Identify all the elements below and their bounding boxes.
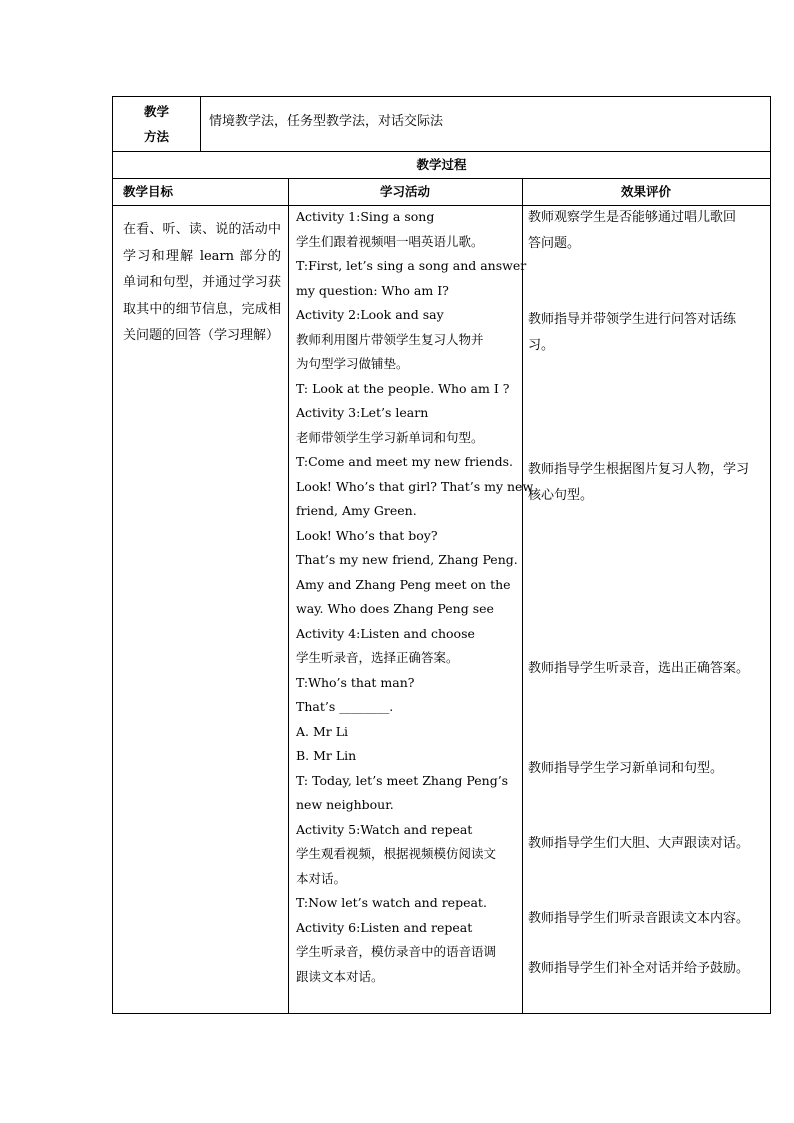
- evaluation-line: 习。: [528, 338, 555, 353]
- method-value: 情境教学法，任务型教学法，对话交际法: [209, 114, 444, 129]
- activity-line: way. Who does Zhang Peng see: [296, 601, 494, 616]
- evaluation-line: 教师观察学生是否能够通过唱儿歌回: [528, 210, 737, 225]
- activity-line: Look! Who’s that boy?: [296, 527, 438, 543]
- evaluation-line: 核心句型。: [528, 488, 594, 503]
- evaluation-line: 教师指导学生学习新单词和句型。: [528, 761, 724, 776]
- activity-line: Activity 6:Listen and repeat: [296, 919, 473, 935]
- evaluation-line: 教师指导学生听录音，选出正确答案。: [528, 661, 750, 676]
- activity-line: 学生听录音，选择正确答案。: [296, 650, 459, 665]
- activity-line: Activity 3:Let’s learn: [296, 405, 429, 420]
- evaluation-item: [528, 205, 768, 257]
- activity-line: That’s my new friend, Zhang Peng.: [296, 552, 518, 567]
- activity-line: T:First, let’s sing a song and answer: [296, 258, 527, 273]
- method-label: [113, 99, 200, 149]
- column-header-evaluation: 效果评价: [620, 184, 671, 199]
- activity-line: 为句型学习做铺垫。: [296, 356, 409, 371]
- activity-line: T:Come and meet my new friends.: [296, 454, 513, 469]
- activity-line: T: Look at the people. Who am I ?: [296, 380, 510, 396]
- activity-line: Activity 2:Look and say: [296, 307, 444, 322]
- method-label-line: 教学: [143, 104, 169, 119]
- activity-line: 跟读文本对话。: [296, 968, 384, 984]
- activity-line: friend, Amy Green.: [296, 503, 417, 518]
- evaluation-line: 教师指导并带领学生进行问答对话练: [528, 312, 737, 327]
- activity-line: 学生们跟着视频唱一唱英语儿歌。: [296, 233, 484, 249]
- activity-line: A. Mr Li: [296, 723, 349, 739]
- evaluation-item: [528, 956, 768, 982]
- column-header-activity: 学习活动: [379, 184, 430, 199]
- activity-line: Activity 4:Listen and choose: [296, 625, 475, 641]
- column-divider: [200, 97, 201, 151]
- activity-line: Activity 5:Watch and repeat: [296, 821, 473, 837]
- evaluation-item: [528, 831, 768, 857]
- activity-line: Activity 1:Sing a song: [296, 209, 435, 224]
- method-label-line: 方法: [143, 129, 169, 144]
- activity-line: Amy and Zhang Peng meet on the: [296, 576, 511, 592]
- activity-line: new neighbour.: [296, 797, 394, 812]
- activity-line: B. Mr Lin: [296, 748, 357, 763]
- column-divider: [288, 178, 289, 1013]
- process-title: 教学过程: [416, 157, 467, 172]
- evaluation-line: 教师指导学生们听录音跟读文本内容。: [528, 911, 750, 926]
- activity-line: 本对话。: [296, 870, 347, 886]
- evaluation-cell: [522, 205, 770, 1013]
- evaluation-item: [528, 656, 768, 682]
- activity-line: 学生听录音，模仿录音中的语音语调: [296, 944, 497, 959]
- activity-line: my question: Who am I?: [296, 282, 449, 298]
- activity-line: T: Today, let’s meet Zhang Peng’s: [296, 772, 509, 788]
- lesson-plan-table: [112, 96, 771, 1014]
- evaluation-line: 答问题。: [528, 236, 581, 251]
- evaluation-item: [528, 906, 768, 932]
- goal-text: 在看、听、读、说的活动中学习和理解 learn 部分的单词和句型，并通过学习获取其中的细节信息，完成相关问题的回答（学习理解）: [123, 222, 281, 343]
- evaluation-line: 教师指导学生根据图片复习人物，学习: [528, 462, 750, 477]
- evaluation-item: [528, 756, 768, 782]
- evaluation-item: [528, 307, 768, 359]
- activity-line: T:Now let’s watch and repeat.: [296, 895, 487, 910]
- activity-line: That’s ________.: [296, 699, 394, 714]
- evaluation-item: [528, 457, 768, 509]
- activity-line: T:Who’s that man?: [296, 674, 415, 690]
- activity-line: 老师带领学生学习新单词和句型。: [296, 429, 484, 445]
- evaluation-line: 教师指导学生们补全对话并给予鼓励。: [528, 961, 750, 976]
- activity-line: 学生观看视频，根据视频模仿阅读文: [296, 846, 497, 861]
- evaluation-line: 教师指导学生们大胆、大声跟读对话。: [528, 836, 750, 851]
- activity-line: 教师利用图片带领学生复习人物并: [296, 331, 484, 347]
- activity-line: Look! Who’s that girl? That’s my new: [296, 478, 534, 494]
- column-header-goal: 教学目标: [123, 184, 174, 199]
- activity-cell: [296, 205, 534, 989]
